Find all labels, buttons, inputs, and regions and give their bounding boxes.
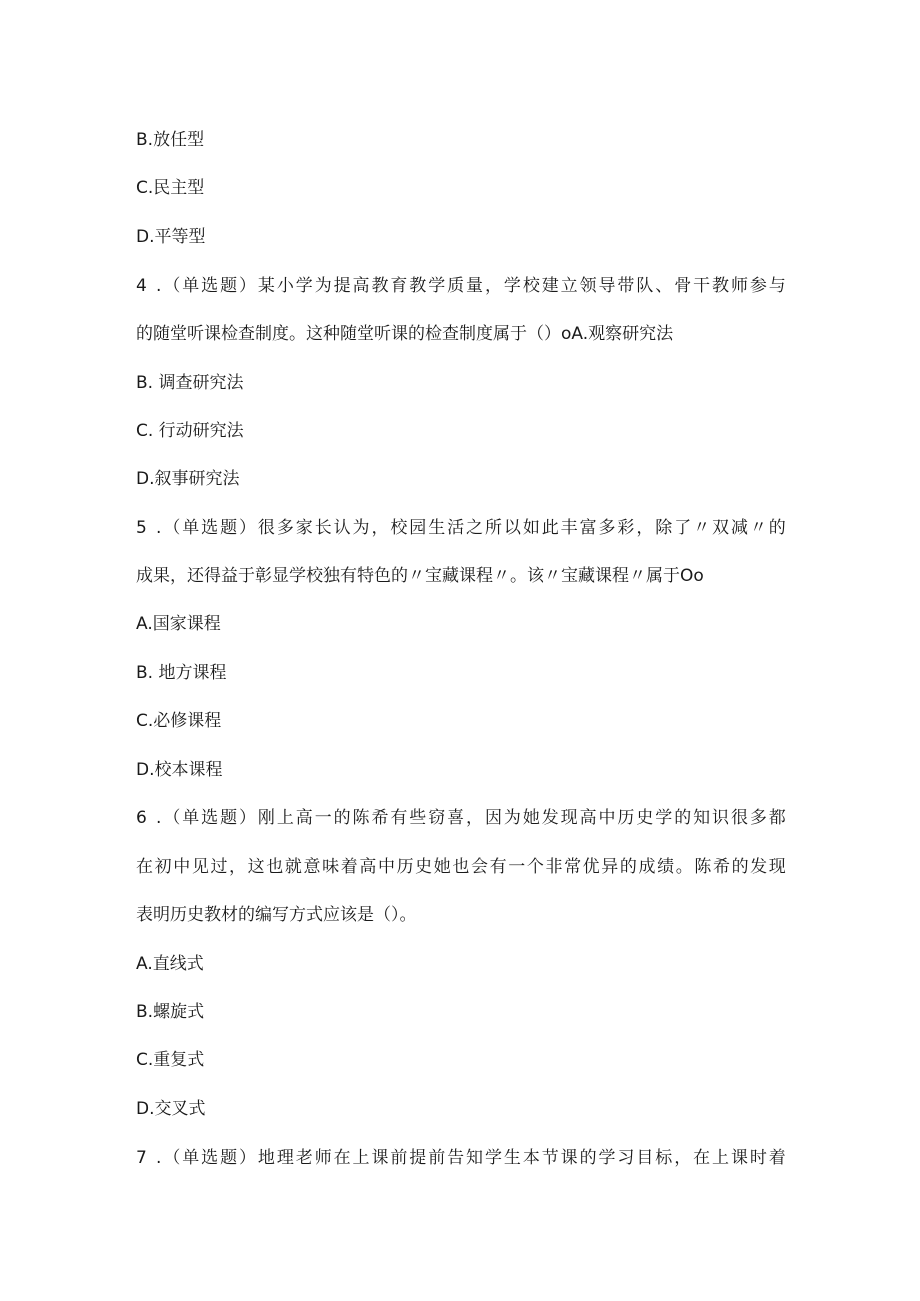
question-number: 6 [136, 808, 148, 828]
question-4-line-1 [136, 274, 786, 298]
option-6-b: B.螺旋式 [136, 1002, 205, 1022]
question-4-line-2: 的随堂听课检查制度。这种随堂听课的检查制度属于（）oA.观察研究法 [136, 324, 674, 344]
option-5-c: C.必修课程 [136, 711, 222, 731]
option-4-b: B. 调查研究法 [136, 373, 244, 393]
question-5-line-1 [136, 516, 786, 540]
question-number: 4 [136, 276, 148, 296]
question-7-line-1 [136, 1146, 786, 1170]
option-5-b: B. 地方课程 [136, 663, 227, 683]
option-6-d: D.交叉式 [136, 1099, 206, 1119]
question-6-line-2: 在初中见过，这也就意味着高中历史她也会有一个非常优异的成绩。陈希的发现 [136, 857, 786, 877]
option-4-c: C. 行动研究法 [136, 421, 244, 441]
question-text: .（单选题）很多家长认为，校园生活之所以如此丰富多彩，除了〃双减〃的 [156, 518, 786, 538]
question-6-line-3: 表明历史教材的编写方式应该是（）。 [136, 905, 417, 925]
option-5-d: D.校本课程 [136, 760, 223, 780]
option-6-c: C.重复式 [136, 1050, 205, 1070]
question-number: 7 [136, 1148, 148, 1168]
option-3-b: B.放任型 [136, 130, 205, 150]
question-6-line-1 [136, 806, 786, 830]
question-text: .（单选题）刚上高一的陈希有些窃喜，因为她发现高中历史学的知识很多都 [156, 808, 786, 828]
option-6-a: A.直线式 [136, 954, 204, 974]
option-4-d: D.叙事研究法 [136, 469, 240, 489]
question-number: 5 [136, 518, 148, 538]
option-3-d: D.平等型 [136, 227, 206, 247]
question-text: .（单选题）某小学为提高教育教学质量，学校建立领导带队、骨干教师参与 [156, 276, 786, 296]
option-5-a: A.国家课程 [136, 614, 221, 634]
option-3-c: C.民主型 [136, 178, 205, 198]
question-5-line-2: 成果，还得益于彰显学校独有特色的〃宝藏课程〃。该〃宝藏课程〃属于Oo [136, 566, 704, 586]
question-text: .（单选题）地理老师在上课前提前告知学生本节课的学习目标，在上课时着 [156, 1148, 786, 1168]
